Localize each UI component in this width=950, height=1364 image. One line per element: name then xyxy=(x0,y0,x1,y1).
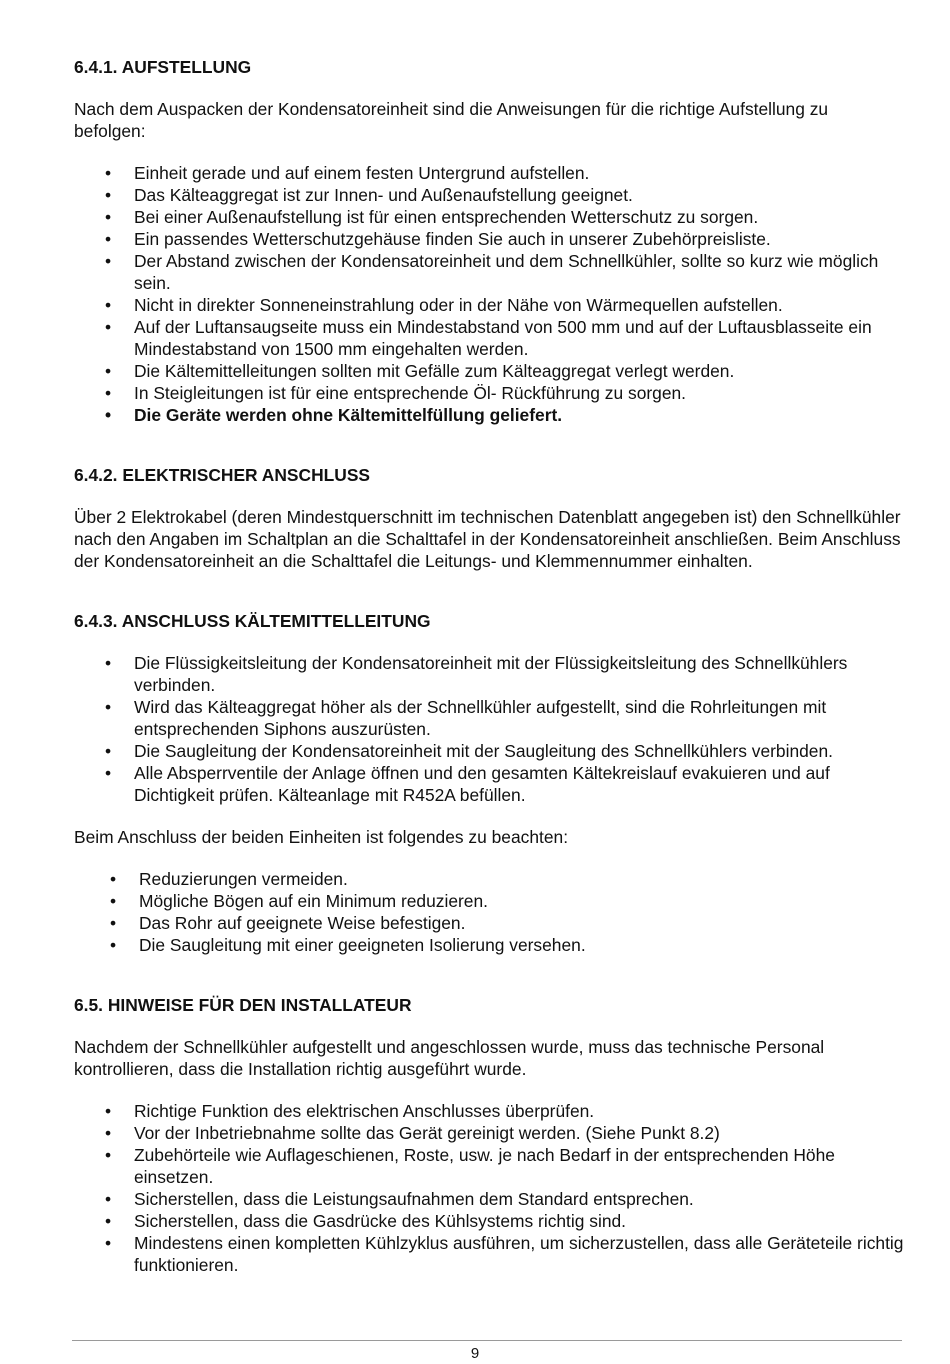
kaeltemittel-list-2 xyxy=(74,868,904,956)
aufstellung-intro: Nach dem Auspacken der Kondensatoreinheit sind die Anweisungen für die richtige Aufstellung zu befolgen: xyxy=(74,99,829,141)
installateur-intro: Nachdem der Schnellkühler aufgestellt und angeschlossen wurde, muss das technische Personal kontrollieren, dass die Installation richtig ausgeführt wurde. xyxy=(74,1037,825,1079)
list-item: • Sicherstellen, dass die Leistungsaufnahmen dem Standard entsprechen. xyxy=(74,1188,904,1210)
list-item: • Ein passendes Wetterschutzgehäuse finden Sie auch in unserer Zubehörpreisliste. xyxy=(74,228,904,250)
aufstellung-list xyxy=(74,162,904,426)
list-item-bold: • Die Geräte werden ohne Kältemittelfüllung geliefert. xyxy=(74,404,904,426)
list-item: • Das Rohr auf geeignete Weise befestigen. xyxy=(74,912,904,934)
list-item: • Mindestens einen kompletten Kühlzyklus ausführen, um sicherzustellen, dass alle Geräteteile richtig funktionieren. xyxy=(74,1232,904,1276)
list-item: • Die Saugleitung mit einer geeigneten Isolierung versehen. xyxy=(74,934,904,956)
list-item: • Mögliche Bögen auf ein Minimum reduzieren. xyxy=(74,890,904,912)
kaeltemittel-note: Beim Anschluss der beiden Einheiten ist folgendes zu beachten: xyxy=(74,827,569,847)
list-item: • Die Flüssigkeitsleitung der Kondensatoreinheit mit der Flüssigkeitsleitung des Schnellkühlers verbinden. xyxy=(74,652,904,696)
footer-divider xyxy=(72,1340,902,1341)
page-number: 9 xyxy=(470,1345,480,1362)
list-item: • Auf der Luftansaugseite muss ein Mindestabstand von 500 mm und auf der Luftausblasseite ein Mindestabstand von 1500 mm eingehalten werden. xyxy=(74,316,904,360)
elektrisch-text: Über 2 Elektrokabel (deren Mindestquerschnitt im technischen Datenblatt angegeben ist) den Schnellkühler nach den Angaben im Schaltplan an die Schalttafel in der Kondensatoreinheit anschließen. Beim Anschluss der Kondensatoreinheit an die Schalttafel die Leitungs- und Klemmennummer einhalten. xyxy=(74,507,901,571)
list-item: • Sicherstellen, dass die Gasdrücke des Kühlsystems richtig sind. xyxy=(74,1210,904,1232)
list-item: • Bei einer Außenaufstellung ist für einen entsprechenden Wetterschutz zu sorgen. xyxy=(74,206,904,228)
section-heading-aufstellung: 6.4.1. AUFSTELLUNG xyxy=(74,57,252,77)
installateur-list xyxy=(74,1100,904,1276)
list-item: • Die Kältemittelleitungen sollten mit Gefälle zum Kälteaggregat verlegt werden. xyxy=(74,360,904,382)
list-item: • Einheit gerade und auf einem festen Untergrund aufstellen. xyxy=(74,162,904,184)
list-item: • Wird das Kälteaggregat höher als der Schnellkühler aufgestellt, sind die Rohrleitungen mit entsprechenden Siphons auszurüsten. xyxy=(74,696,904,740)
section-heading-installateur: 6.5. HINWEISE FÜR DEN INSTALLATEUR xyxy=(74,995,412,1015)
list-item: • Vor der Inbetriebnahme sollte das Gerät gereinigt werden. (Siehe Punkt 8.2) xyxy=(74,1122,904,1144)
list-item: • Alle Absperrventile der Anlage öffnen und den gesamten Kältekreislauf evakuieren und auf Dichtigkeit prüfen. Kälteanlage mit R452A befüllen. xyxy=(74,762,904,806)
list-item: • Das Kälteaggregat ist zur Innen- und Außenaufstellung geeignet. xyxy=(74,184,904,206)
list-item: • Richtige Funktion des elektrischen Anschlusses überprüfen. xyxy=(74,1100,904,1122)
section-heading-kaeltemittel: 6.4.3. ANSCHLUSS KÄLTEMITTELLEITUNG xyxy=(74,611,431,631)
page-content xyxy=(74,56,904,1276)
list-item: • Zubehörteile wie Auflageschienen, Roste, usw. je nach Bedarf in der entsprechenden Höhe einsetzen. xyxy=(74,1144,904,1188)
kaeltemittel-list xyxy=(74,652,904,806)
section-heading-elektrisch: 6.4.2. ELEKTRISCHER ANSCHLUSS xyxy=(74,465,371,485)
list-item: • Nicht in direkter Sonneneinstrahlung oder in der Nähe von Wärmequellen aufstellen. xyxy=(74,294,904,316)
list-item: • Die Saugleitung der Kondensatoreinheit mit der Saugleitung des Schnellkühlers verbinden. xyxy=(74,740,904,762)
list-item: • In Steigleitungen ist für eine entsprechende Öl- Rückführung zu sorgen. xyxy=(74,382,904,404)
list-item: • Der Abstand zwischen der Kondensatoreinheit und dem Schnellkühler, sollte so kurz wie möglich sein. xyxy=(74,250,904,294)
list-item: • Reduzierungen vermeiden. xyxy=(74,868,904,890)
